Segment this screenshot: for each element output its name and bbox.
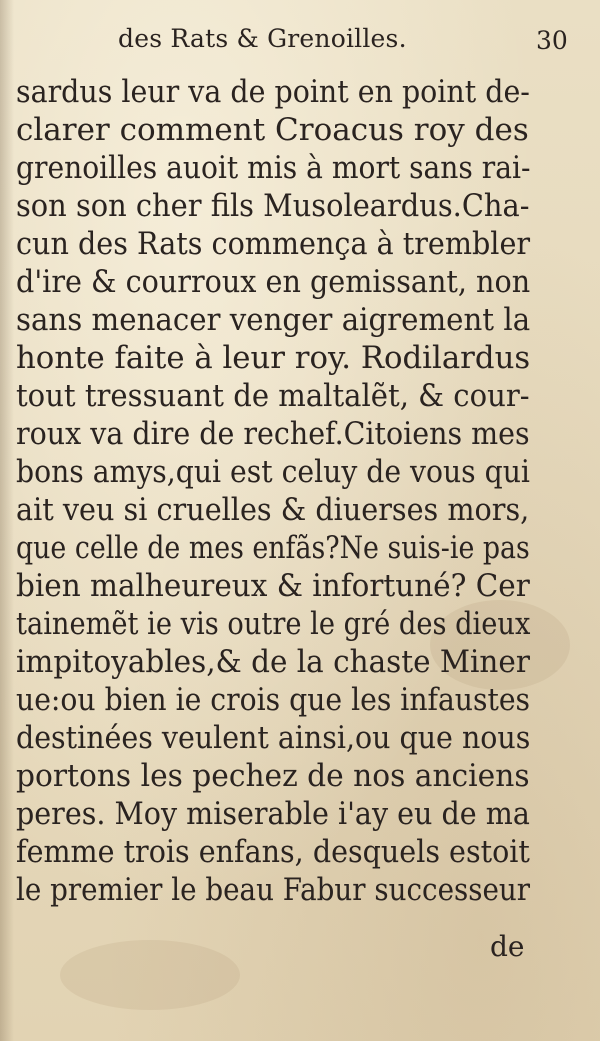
- paper-stain: [60, 940, 240, 1010]
- catchword: de: [490, 930, 525, 963]
- text-line: destinées veulent ainsi,ou que nous: [16, 720, 531, 756]
- text-line: peres. Moy miserable i'ay eu de ma: [16, 796, 530, 832]
- text-line: impitoyables,& de la chaste Miner: [16, 644, 530, 680]
- text-line: le premier le beau Fabur successeur: [16, 872, 531, 908]
- text-line: bons amys,qui est celuy de vous qui: [16, 454, 530, 490]
- text-line: honte faite à leur roy. Rodilardus: [16, 340, 531, 376]
- text-line: bien malheureux & infortuné? Cer: [16, 568, 530, 604]
- running-title: des Rats & Grenoilles.: [118, 24, 407, 53]
- body-text: [16, 73, 530, 909]
- text-line: tout tressuant de maltalẽt, & cour-: [16, 378, 530, 414]
- gutter-shadow: [0, 0, 14, 1041]
- text-line: femme trois enfans, desquels estoit: [16, 834, 530, 870]
- text-line: portons les pechez de nos anciens: [16, 758, 530, 794]
- text-line: cun des Rats commença à trembler: [16, 226, 531, 262]
- text-line: clarer comment Croacus roy des: [16, 112, 529, 148]
- text-line: sans menacer venger aigrement la: [16, 302, 531, 338]
- text-line: roux va dire de rechef.Citoiens mes: [16, 416, 530, 452]
- page-number: 30: [536, 26, 568, 55]
- text-line: grenoilles auoit mis à mort sans rai-: [16, 150, 531, 186]
- text-line: d'ire & courroux en gemissant, non: [16, 264, 531, 300]
- text-line: tainemẽt ie vis outre le gré des dieux: [16, 606, 531, 642]
- text-line: ait veu si cruelles & diuerses mors,: [16, 492, 530, 528]
- text-line: que celle de mes enfãs?Ne suis-ie pas: [16, 530, 530, 566]
- text-line: sardus leur va de point en point de-: [16, 74, 530, 110]
- text-line: son son cher fils Musoleardus.Cha-: [16, 188, 530, 224]
- text-line: ue:ou bien ie crois que les infaustes: [16, 682, 531, 718]
